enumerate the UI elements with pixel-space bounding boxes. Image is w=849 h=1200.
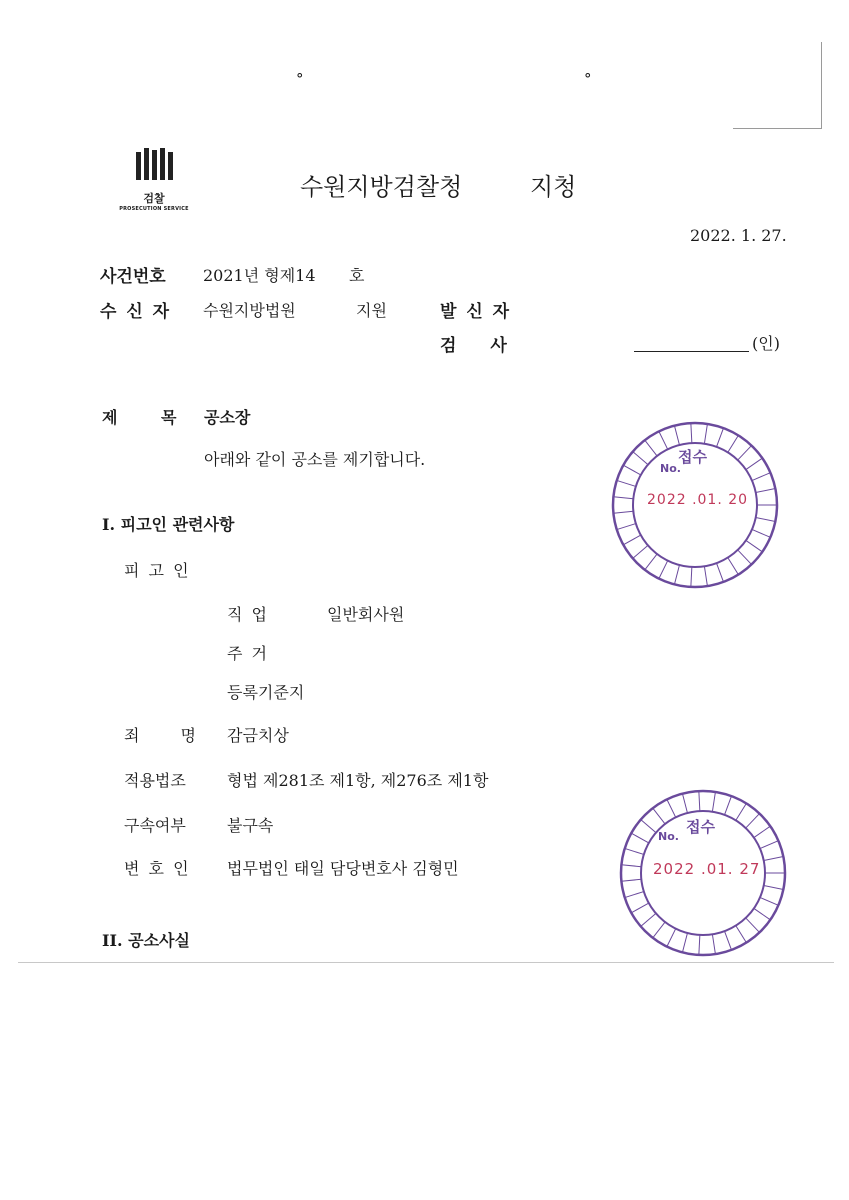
receipt-stamp-2 — [618, 788, 788, 958]
case-number-suffix: 호 — [349, 266, 365, 285]
stamp-ring-divider — [704, 566, 707, 586]
stamp-ring-divider — [674, 565, 679, 584]
job-label: 직 업 — [227, 605, 269, 624]
defendant-label: 피 고 인 — [124, 561, 191, 580]
org-branch: 지청 — [530, 173, 577, 201]
section1-title: I. 피고인 관련사항 — [102, 515, 235, 534]
receipt-stamp-1 — [610, 420, 780, 590]
stamp-ring-divider — [725, 796, 732, 815]
stamp-ring-divider — [617, 524, 636, 530]
stamp-ring-divider — [659, 431, 668, 449]
stamp-ring-divider — [667, 929, 676, 947]
sender-label: 발 신 자 — [440, 302, 512, 322]
stamp-ring-divider — [641, 820, 656, 833]
stamp-ring-divider — [691, 423, 692, 443]
subject-value: 공소장 — [204, 408, 251, 427]
stamp-ring-divider — [625, 892, 644, 898]
stamp-ring-divider — [613, 497, 633, 499]
stamp-ring-divider — [617, 480, 636, 486]
seal-text: (인) — [752, 334, 780, 353]
stamp-ring-divider — [746, 540, 762, 551]
stamp-ring-divider — [674, 426, 679, 445]
stamp-ring-divider — [760, 841, 778, 849]
section2-title: II. 공소사실 — [102, 931, 190, 950]
dot-mark-right: ° — [584, 70, 592, 88]
stamp-ring-divider — [746, 814, 760, 828]
dot-mark-left: ° — [296, 70, 304, 88]
stamp-ring-divider — [623, 535, 640, 545]
stamp-ring-divider — [717, 563, 724, 582]
stamp-ring-divider — [764, 885, 784, 889]
stamp-ring-divider — [699, 791, 700, 811]
stamp-ring-divider — [728, 558, 739, 575]
corner-box — [733, 42, 822, 129]
prosecution-logo — [119, 148, 192, 212]
logo-sub: PROSECUTION SERVICE — [119, 206, 189, 212]
stamp-2-date: 2022 .01. 27 — [653, 860, 761, 878]
stamp-ring-divider — [712, 934, 715, 954]
stamp-ring-divider — [746, 458, 762, 469]
stamp-ring-divider — [754, 908, 770, 919]
signature-blank — [634, 333, 749, 352]
stamp-ring-divider — [631, 833, 648, 843]
stamp-ring-divider — [738, 446, 752, 460]
stamp-ring-divider — [625, 848, 644, 854]
stamp-ring-divider — [645, 554, 657, 570]
stamp-ring-divider — [725, 931, 732, 950]
recipient-branch: 지원 — [356, 301, 387, 320]
stamp-ring-divider — [653, 922, 665, 938]
stamp-ring-divider — [621, 865, 641, 867]
charge-value: 감금치상 — [227, 726, 289, 745]
detention-value: 불구속 — [227, 816, 274, 835]
subject-intro: 아래와 같이 공소를 제기합니다. — [204, 450, 426, 469]
stamp-ring-divider — [764, 856, 784, 860]
recipient-label: 수 신 자 — [100, 302, 172, 322]
recipient-value: 수원지방법원 — [203, 301, 296, 320]
stamp-ring-divider — [756, 488, 776, 492]
stamp-ring-divider — [699, 935, 700, 955]
stamp-ring-divider — [754, 826, 770, 837]
stamp-ring-divider — [756, 517, 776, 521]
case-number-label: 사건번호 — [100, 267, 166, 287]
stamp-ring-divider — [760, 897, 778, 905]
scan-edge-line — [18, 962, 834, 963]
stamp-ring-divider — [712, 792, 715, 812]
address-label: 주 거 — [227, 644, 269, 663]
law-value: 형법 제281조 제1항, 제276조 제1항 — [227, 771, 489, 790]
stamp-ring-divider — [621, 879, 641, 881]
registry-label: 등록기준지 — [227, 683, 305, 702]
stamp-ring-divider — [631, 903, 648, 913]
subject-label: 제 목 — [102, 408, 177, 427]
stamp-ring-divider — [746, 918, 760, 932]
stamp-ring-divider — [653, 808, 665, 824]
charge-label: 죄 명 — [124, 726, 196, 745]
stamp-ring-divider — [728, 435, 739, 452]
stamp-ring-divider — [736, 803, 747, 820]
stamp-ring-divider — [691, 567, 692, 587]
stamp-ring-divider — [682, 794, 687, 813]
law-label: 적용법조 — [124, 771, 186, 790]
stamp-1-header: 접수 — [678, 448, 707, 466]
stamp-ring-divider — [704, 424, 707, 444]
stamp-ring-divider — [752, 473, 770, 481]
detention-label: 구속여부 — [124, 816, 186, 835]
job-value: 일반회사원 — [327, 605, 405, 624]
stamp-ring-divider — [623, 465, 640, 475]
lawyer-value: 법무법인 태일 담당변호사 김형민 — [227, 859, 459, 878]
stamp-ring-divider — [717, 428, 724, 447]
stamp-ring-divider — [659, 561, 668, 579]
org-name: 수원지방검찰청 — [300, 173, 463, 201]
stamp-2-header: 접수 — [686, 818, 715, 836]
stamp-ring-divider — [613, 511, 633, 513]
stamp-ring-divider — [667, 799, 676, 817]
stamp-ring-divider — [738, 550, 752, 564]
lawyer-label: 변 호 인 — [124, 859, 191, 878]
logo-word: 검찰 — [143, 192, 165, 205]
stamp-ring-divider — [633, 545, 648, 558]
prosecutor-label: 검 사 — [440, 336, 507, 356]
stamp-1-no: No. — [660, 462, 681, 475]
stamp-1-date: 2022 .01. 20 — [647, 492, 749, 508]
prosecution-logo-icon — [122, 148, 192, 184]
stamp-ring-divider — [641, 913, 656, 926]
case-number-value: 2021년 형제14 — [203, 266, 316, 285]
stamp-ring-divider — [645, 440, 657, 456]
stamp-ring-divider — [633, 452, 648, 465]
stamp-ring-divider — [682, 933, 687, 952]
document-date: 2022. 1. 27. — [690, 226, 787, 245]
stamp-ring-divider — [736, 926, 747, 943]
stamp-2-no: No. — [658, 830, 679, 843]
stamp-ring-divider — [752, 529, 770, 537]
